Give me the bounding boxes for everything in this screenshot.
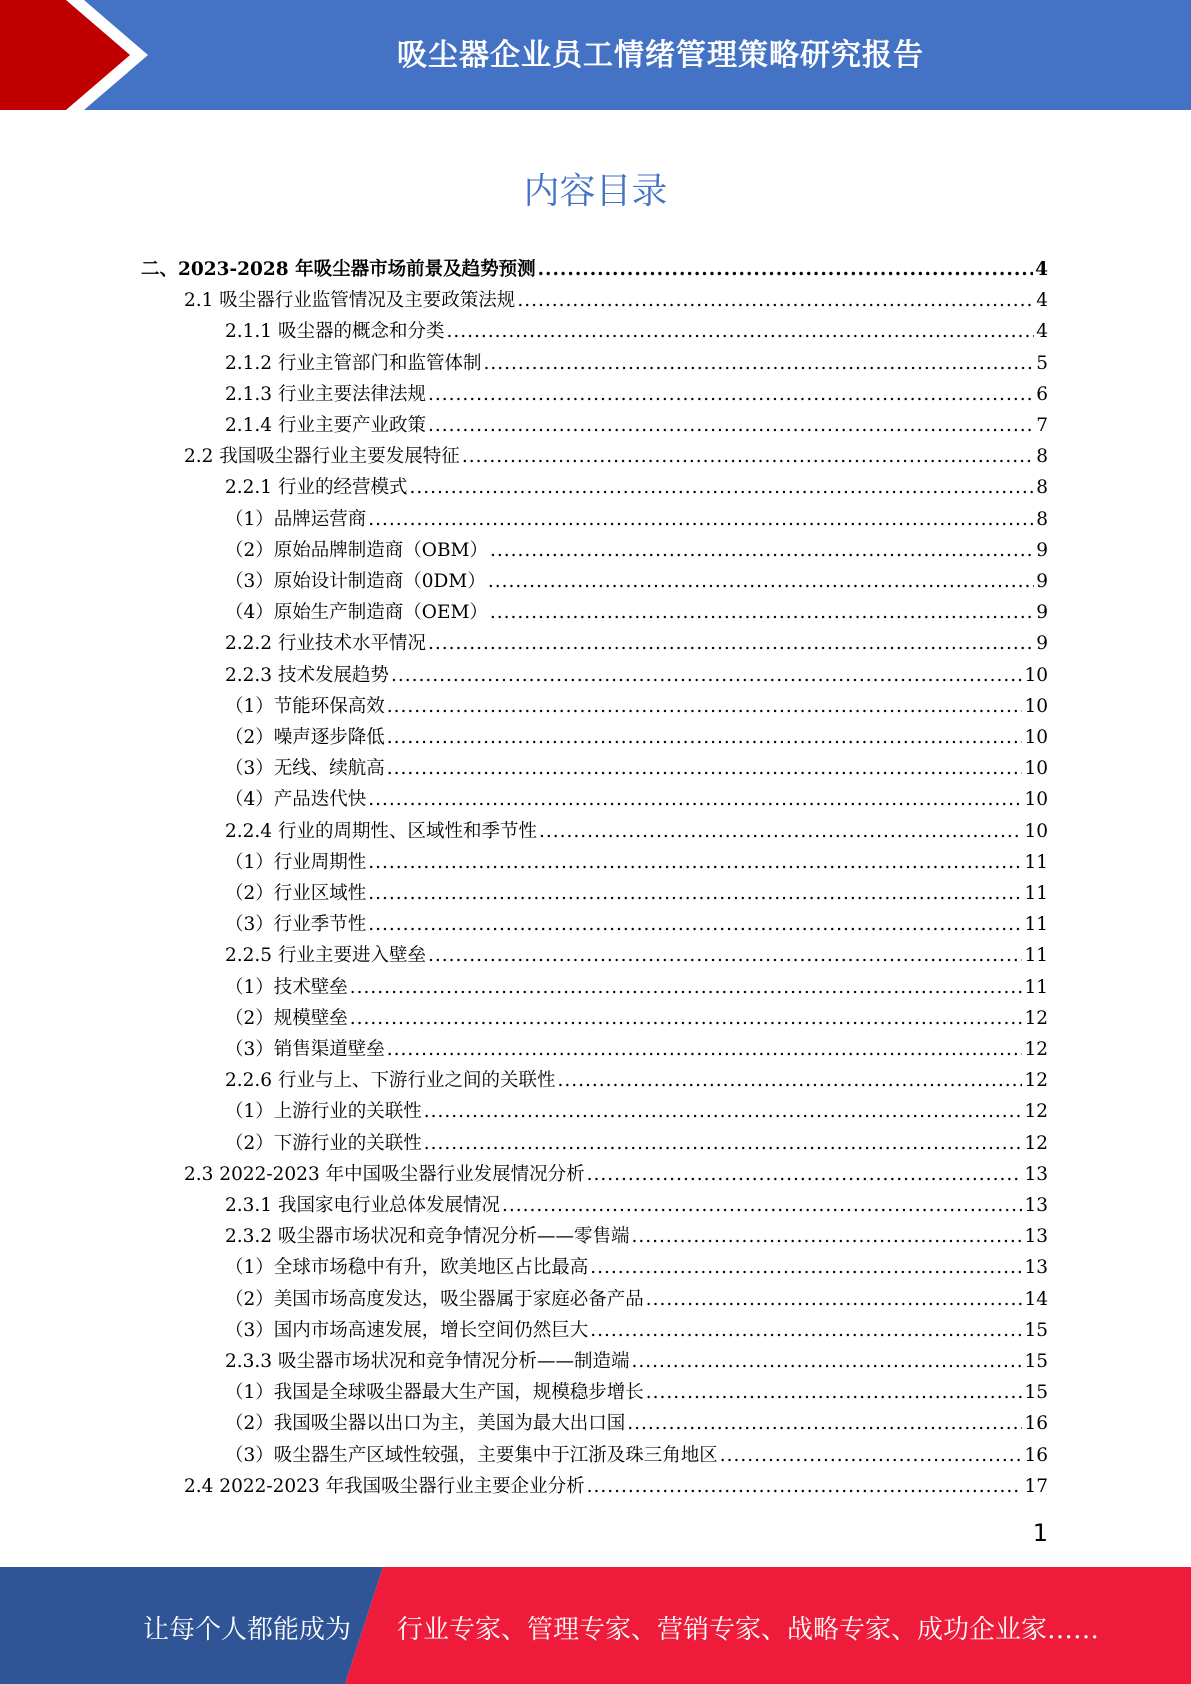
toc-dot-leader [424, 1128, 1023, 1159]
toc-entry-page: 4 [1035, 259, 1048, 280]
toc-dot-leader [368, 847, 1022, 878]
toc-entry-page: 11 [1024, 914, 1048, 936]
toc-entry[interactable] [225, 1003, 1048, 1034]
toc-entry[interactable] [225, 1221, 1048, 1252]
toc-entry-page: 10 [1024, 664, 1048, 686]
toc-entry[interactable] [225, 504, 1048, 535]
toc-entry[interactable] [225, 472, 1048, 503]
toc-entry-page: 11 [1024, 883, 1048, 904]
toc-dot-leader [539, 816, 1022, 847]
toc-entry-page: 12 [1024, 1132, 1048, 1154]
toc-dot-leader [488, 566, 1034, 597]
toc-entry[interactable] [184, 1471, 1048, 1502]
toc-dot-leader [350, 1003, 1023, 1034]
toc-entry-label: （1）节能环保高效 [225, 695, 385, 717]
toc-dot-leader [462, 441, 1034, 472]
toc-dot-leader [517, 285, 1034, 316]
toc-dot-leader [368, 784, 1022, 815]
toc-entry[interactable] [225, 972, 1048, 1003]
toc-entry[interactable] [225, 1284, 1048, 1315]
toc-entry-label: 2.3 2022-2023 年中国吸尘器行业发展情况分析 [184, 1163, 585, 1185]
toc-entry-label: 2.2.2 行业技术水平情况 [225, 633, 426, 655]
toc-entry-page: 15 [1024, 1351, 1048, 1372]
toc-entry-page: 9 [1036, 539, 1048, 561]
toc-entry-label: 2.1.1 吸尘器的概念和分类 [225, 321, 445, 343]
toc-entry-label: 2.1.3 行业主要法律法规 [225, 383, 426, 405]
page-number: 1 [1032, 1519, 1048, 1547]
toc-entry[interactable] [225, 878, 1048, 909]
toc-entry[interactable] [225, 1440, 1048, 1471]
toc-entry-page: 10 [1024, 695, 1048, 717]
toc-entry-label: 2.1.4 行业主要产业政策 [225, 415, 426, 436]
toc-entry-page: 6 [1036, 383, 1048, 405]
toc-entry-label: （1）上游行业的关联性 [225, 1101, 422, 1123]
toc-entry-page: 13 [1024, 1257, 1048, 1279]
toc-entry-label: （4）原始生产制造商（OEM） [225, 602, 488, 624]
toc-dot-leader [538, 254, 1034, 285]
toc-entry-label: （1）行业周期性 [225, 851, 367, 873]
toc-dot-leader [387, 1034, 1023, 1065]
toc-entry[interactable] [184, 441, 1048, 472]
toc-dot-leader [387, 722, 1023, 753]
toc-dot-leader [424, 1096, 1023, 1127]
toc-entry-label: 2.3.1 我国家电行业总体发展情况 [225, 1195, 500, 1216]
toc-entry-page: 16 [1024, 1444, 1048, 1466]
toc-dot-leader [587, 1159, 1023, 1190]
toc-dot-leader [446, 316, 1034, 347]
toc-entry[interactable] [225, 1034, 1048, 1065]
toc-dot-leader [590, 1252, 1022, 1283]
toc-entry-page: 8 [1036, 477, 1048, 499]
toc-entry-page: 10 [1024, 758, 1048, 780]
toc-dot-leader [428, 379, 1034, 410]
toc-dot-leader [387, 691, 1023, 722]
toc-entry[interactable] [225, 410, 1048, 441]
toc-entry-page: 5 [1036, 352, 1048, 374]
toc-entry[interactable] [225, 909, 1048, 940]
toc-entry[interactable] [225, 1346, 1048, 1377]
toc-entry-page: 4 [1036, 321, 1048, 343]
toc-dot-leader [428, 628, 1034, 659]
toc-dot-leader [368, 504, 1034, 535]
toc-entry-page: 7 [1036, 415, 1048, 436]
toc-entry-label: 2.2.3 技术发展趋势 [225, 664, 389, 686]
toc-entry-page: 15 [1024, 1382, 1048, 1404]
toc-entry-page: 13 [1024, 1163, 1048, 1185]
toc-entry[interactable] [225, 379, 1048, 410]
toc-dot-leader [720, 1440, 1023, 1471]
toc-entry-label: （2）原始品牌制造商（OBM） [225, 539, 488, 561]
toc-dot-leader [631, 1346, 1022, 1377]
toc-entry[interactable] [225, 940, 1048, 971]
toc-dot-leader [646, 1377, 1023, 1408]
toc-entry-label: （3）原始设计制造商（0DM） [225, 571, 486, 592]
toc-dot-leader [428, 940, 1022, 971]
toc-dot-leader [391, 660, 1022, 691]
toc-entry[interactable] [225, 1408, 1048, 1439]
toc-entry[interactable] [225, 1065, 1048, 1096]
toc-entry-page: 11 [1024, 976, 1048, 998]
toc-entry-page: 10 [1024, 727, 1048, 748]
page-header [0, 0, 1191, 110]
toc-dot-leader [631, 1221, 1022, 1252]
toc-entry-label: （2）美国市场高度发达，吸尘器属于家庭必备产品 [225, 1288, 644, 1310]
toc-entry-label: 2.3.3 吸尘器市场状况和竞争情况分析——制造端 [225, 1351, 630, 1372]
toc-entry-label: 2.1.2 行业主管部门和监管体制 [225, 352, 482, 374]
toc-dot-leader [590, 1315, 1022, 1346]
toc-entry-page: 13 [1024, 1226, 1048, 1248]
toc-entry-label: （2）噪声逐步降低 [225, 727, 385, 748]
toc-entry[interactable] [225, 784, 1048, 815]
toc-entry-label: （2）下游行业的关联性 [225, 1132, 422, 1154]
toc-entry-page: 9 [1036, 571, 1048, 592]
toc-entry-page: 12 [1024, 1007, 1048, 1029]
toc-heading: 内容目录 [523, 171, 668, 212]
toc-entry-page: 10 [1024, 820, 1048, 842]
toc-entry-label: 2.2.6 行业与上、下游行业之间的关联性 [225, 1070, 556, 1092]
toc-entry-label: （1）技术壁垒 [225, 976, 348, 998]
toc-dot-leader [368, 909, 1022, 940]
toc-entry-page: 12 [1024, 1070, 1048, 1092]
toc-dot-leader [483, 348, 1034, 379]
toc-dot-leader [409, 472, 1034, 503]
toc-entry[interactable] [225, 597, 1048, 628]
toc-entry-page: 14 [1024, 1288, 1048, 1310]
toc-entry-label: 二、2023-2028 年吸尘器市场前景及趋势预测 [141, 259, 536, 280]
toc-dot-leader [490, 535, 1034, 566]
toc-entry-label: 2.2.4 行业的周期性、区域性和季节性 [225, 820, 537, 842]
toc-entry-page: 11 [1024, 851, 1048, 873]
toc-entry[interactable] [225, 691, 1048, 722]
toc-entry[interactable] [225, 816, 1048, 847]
toc-entry-page: 13 [1024, 1195, 1048, 1216]
toc-entry[interactable] [225, 1252, 1048, 1283]
toc-entry-label: （2）行业区域性 [225, 883, 367, 904]
toc-entry-label: 2.1 吸尘器行业监管情况及主要政策法规 [184, 290, 516, 312]
toc-entry[interactable] [184, 285, 1048, 316]
toc-entry-label: （4）产品迭代快 [225, 789, 367, 811]
toc-entry-page: 15 [1024, 1319, 1048, 1341]
toc-entry[interactable] [225, 628, 1048, 659]
toc-entry-page: 17 [1024, 1475, 1048, 1497]
toc-entry-page: 8 [1036, 446, 1048, 468]
toc-dot-leader [387, 753, 1023, 784]
toc-entry-label: （1）品牌运营商 [225, 508, 367, 530]
toc-entry-label: （3）销售渠道壁垒 [225, 1039, 385, 1060]
toc-entry[interactable] [225, 722, 1048, 753]
footer-slogan-right: 行业专家、管理专家、营销专家、战略专家、成功企业家…… [397, 1615, 1100, 1645]
toc-entry-label: 2.4 2022-2023 年我国吸尘器行业主要企业分析 [184, 1475, 585, 1497]
toc-entry-page: 9 [1036, 633, 1048, 655]
toc-entry-label: （1）我国是全球吸尘器最大生产国，规模稳步增长 [225, 1382, 644, 1404]
toc-entry-label: （3）吸尘器生产区域性较强，主要集中于江浙及珠三角地区 [225, 1444, 718, 1466]
toc-entry-label: 2.2 我国吸尘器行业主要发展特征 [184, 446, 460, 468]
toc-entry[interactable] [225, 316, 1048, 347]
toc-entry[interactable] [225, 847, 1048, 878]
toc-entry[interactable] [225, 1096, 1048, 1127]
toc-entry[interactable] [225, 566, 1048, 597]
toc-entry-label: 2.2.1 行业的经营模式 [225, 477, 408, 499]
toc-entry-page: 12 [1024, 1101, 1048, 1123]
toc-entry-page: 4 [1036, 290, 1048, 312]
toc-entry-page: 10 [1024, 789, 1048, 811]
toc-dot-leader [428, 410, 1034, 441]
toc-entry[interactable] [225, 1190, 1048, 1221]
toc-entry-label: （1）全球市场稳中有升，欧美地区占比最高 [225, 1257, 589, 1279]
toc-entry[interactable] [184, 1159, 1048, 1190]
toc-dot-leader [350, 972, 1023, 1003]
toc-entry[interactable] [225, 348, 1048, 379]
toc-entry-page: 9 [1036, 602, 1048, 624]
toc-entry-label: （2）我国吸尘器以出口为主，美国为最大出口国 [225, 1413, 626, 1435]
toc-entry-label: （3）国内市场高速发展，增长空间仍然巨大 [225, 1319, 589, 1341]
report-title: 吸尘器企业员工情绪管理策略研究报告 [397, 38, 924, 73]
toc-dot-leader [490, 597, 1034, 628]
toc-entry-label: （2）规模壁垒 [225, 1007, 348, 1029]
toc-dot-leader [502, 1190, 1022, 1221]
toc-entry[interactable] [225, 753, 1048, 784]
toc-dot-leader [627, 1408, 1022, 1439]
footer-slogan-left: 让每个人都能成为 [143, 1615, 352, 1645]
toc-dot-leader [646, 1284, 1023, 1315]
toc-entry-label: 2.3.2 吸尘器市场状况和竞争情况分析——零售端 [225, 1226, 630, 1248]
toc-entry-page: 8 [1036, 508, 1048, 530]
page-footer [0, 1567, 1191, 1684]
toc-entry[interactable] [225, 1315, 1048, 1346]
toc-entry[interactable] [225, 660, 1048, 691]
toc-dot-leader [557, 1065, 1022, 1096]
toc-entry-page: 11 [1024, 945, 1048, 967]
toc-entry-page: 12 [1024, 1039, 1048, 1060]
toc-entry[interactable] [225, 535, 1048, 566]
toc-entry-label: （3）行业季节性 [225, 914, 367, 936]
toc-dot-leader [587, 1471, 1023, 1502]
toc-entry[interactable] [141, 254, 1048, 285]
toc-entry[interactable] [225, 1377, 1048, 1408]
toc-entry-label: （3）无线、续航高 [225, 758, 385, 780]
toc-entry-label: 2.2.5 行业主要进入壁垒 [225, 945, 426, 967]
toc-dot-leader [368, 878, 1022, 909]
toc-entry[interactable] [225, 1128, 1048, 1159]
toc-entry-page: 16 [1024, 1413, 1048, 1435]
